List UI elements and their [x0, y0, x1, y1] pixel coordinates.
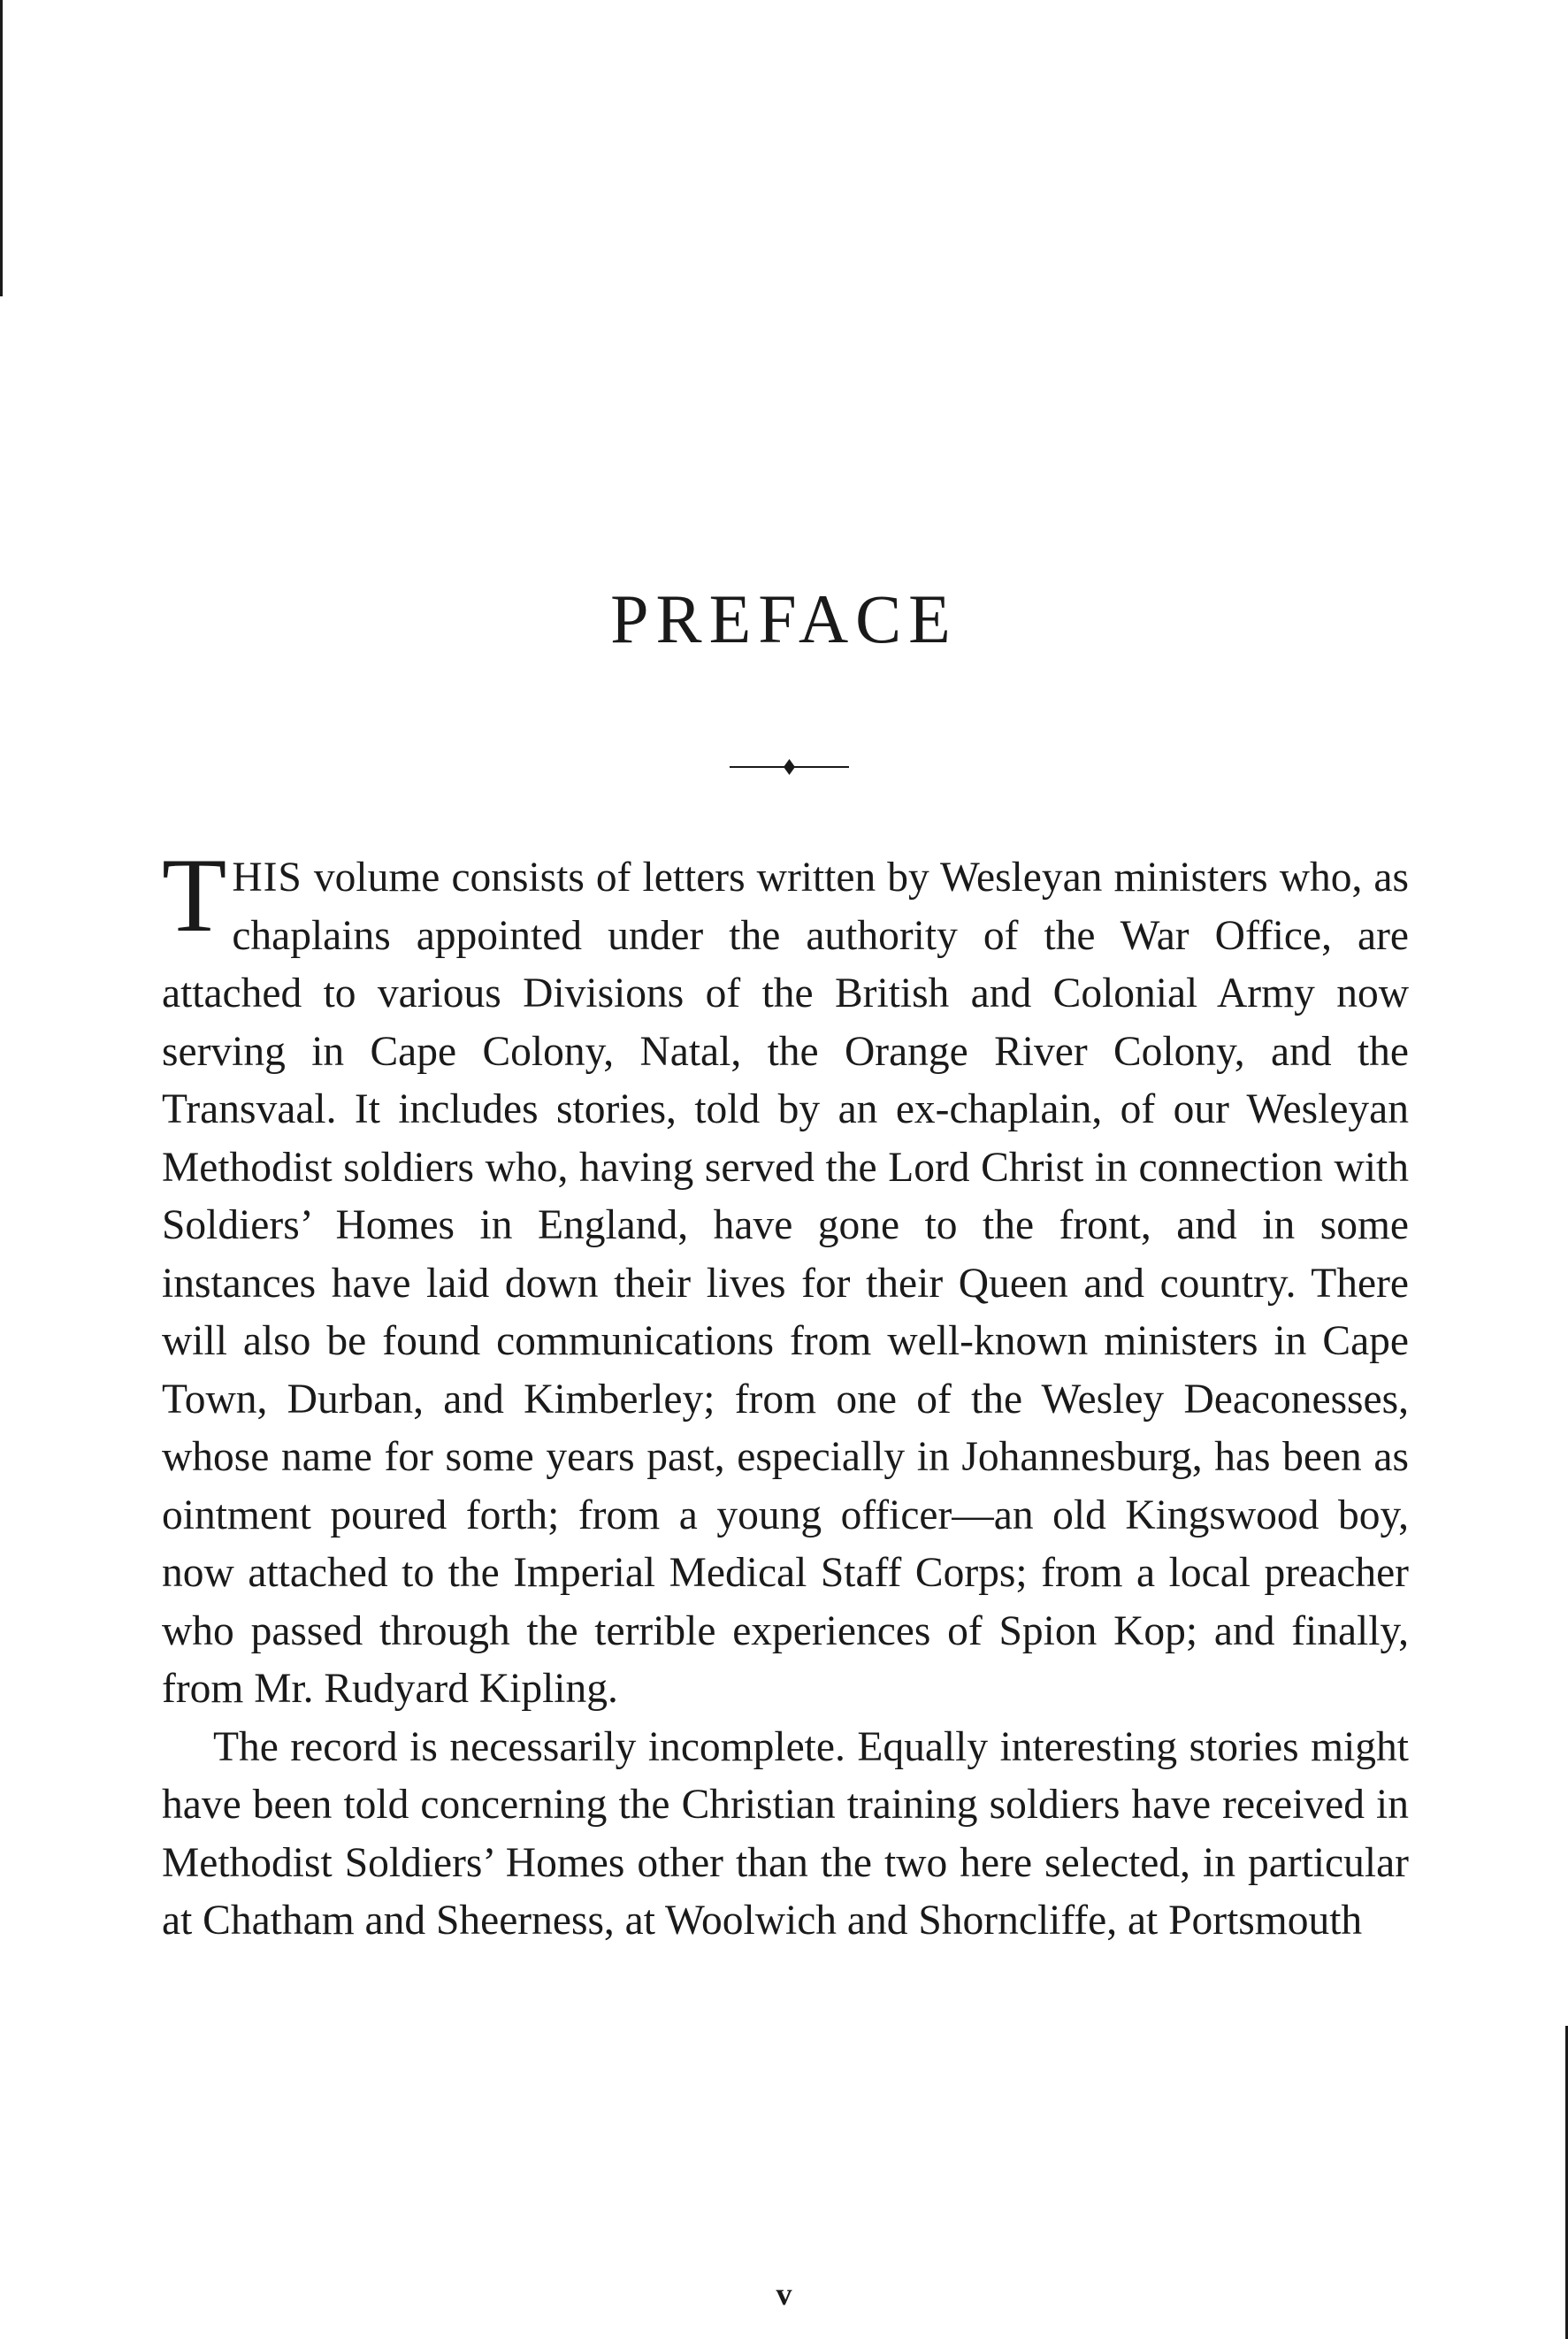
paragraph-1-lead: HIS — [232, 855, 302, 901]
page-title: PREFACE — [610, 580, 958, 657]
paragraph-1 — [162, 836, 1409, 1719]
paragraph-1-text: volume consists of letters written by Wesleyan ministers who, as chaplains appointed under the authority of the War Office, are attached to various Divisions of the British and Colonial Army now serving in Cape Colony, Natal, the Orange River Colony, and the Transvaal. It includes stories, told by an ex-chaplain, of our Wesleyan Methodist soldiers who, having served the Lord Christ in connection with Soldiers’ Homes in England, have gone to the front, and in some instances have laid down their lives for their Queen and country. There will also be found communications from well-known ministers in Cape Town, Durban, and Kimberley; from one of the Wesley Deaconesses, whose name for some years past, especially in Johannesburg, has been as ointment poured forth; from a young officer—an old Kingswood boy, now attached to the Imperial Medical Staff Corps; from a local preacher who passed through the terrible experiences of Spion Kop; and finally, from Mr. Rudyard Kipling. — [162, 855, 1409, 1712]
diamond-rule-ornament-icon — [730, 756, 849, 778]
preface-body — [162, 836, 1409, 1951]
page-number: v — [776, 2276, 792, 2312]
paragraph-2: The record is necessarily incomplete. Equally interesting stories might have been told concerning the Christian training soldiers have received in Methodist Soldiers’ Homes other than the two here selected, in particular at Chatham and Sheerness, at Woolwich and Shorncliffe, at Portsmouth — [162, 1723, 1409, 1944]
drop-cap: T — [162, 836, 227, 954]
page-edge-line-left — [0, 0, 3, 296]
